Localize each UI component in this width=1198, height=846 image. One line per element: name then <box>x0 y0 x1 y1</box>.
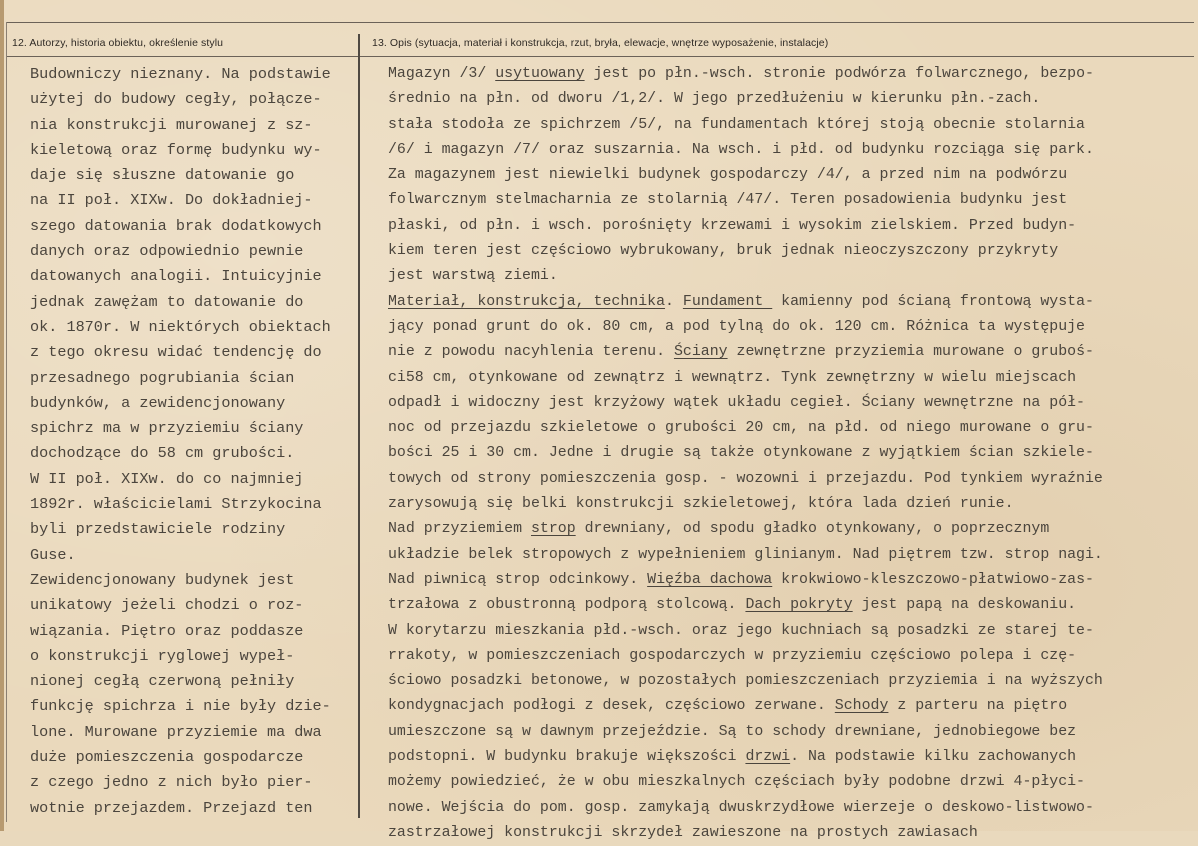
history-text-line: wotnie przejazdem. Przejazd ten <box>30 798 313 817</box>
text-segment: średnio na płn. od dworu /1,2/. W jego przedłużeniu w kierunku płn.-zach. <box>388 91 1041 108</box>
text-segment: umieszczone są w dawnym przejeździe. Są to schody drewniane, jednobiegowe bez <box>388 723 1077 740</box>
text-segment: jest papą na deskowaniu. <box>852 597 1077 614</box>
text-segment: podstopni. W budynku brakuje większości <box>388 749 746 766</box>
description-text-line <box>388 543 1196 568</box>
history-text-line: budynków, a zewidencjonowany <box>30 393 286 412</box>
description-text-line <box>388 796 1196 821</box>
description-text-line <box>388 214 1196 239</box>
underlined-term: strop <box>530 521 576 538</box>
history-text-line: danych oraz odpowiednio pewnie <box>30 242 304 261</box>
description-text-line <box>388 720 1196 745</box>
history-text-line: daje się słuszne datowanie go <box>30 166 295 185</box>
history-text-line: szego datowania brak dodatkowych <box>30 216 322 235</box>
description-text-line <box>388 87 1196 112</box>
text-segment: zewnętrzne przyziemia murowane o gruboś- <box>727 344 1094 361</box>
underlined-term: Więźba dachowa <box>647 571 773 588</box>
history-text-line: dochodzące do 58 cm grubości. <box>30 444 295 463</box>
underlined-term: Ściany <box>673 344 728 361</box>
text-segment: zarysowują się belki konstrukcji szkieletowej, która lada dzień runie. <box>388 496 1014 513</box>
section-13-header: 13. Opis (sytuacja, materiał i konstrukcja, rzut, bryła, elewacje, wnętrze wyposażenie, instalacje) <box>372 37 829 49</box>
text-segment: Nad piwnicą strop odcinkowy. <box>388 571 648 588</box>
description-text-line <box>388 770 1196 795</box>
history-text-line: przesadnego pogrubiania ścian <box>30 368 295 387</box>
history-text-line: W II poł. XIXw. do co najmniej <box>30 469 304 488</box>
description-text-line <box>388 239 1196 264</box>
description-text-line <box>388 391 1196 416</box>
description-text-line <box>388 315 1196 340</box>
text-segment: . Na podstawie kilku zachowanych <box>790 749 1077 766</box>
history-text-column <box>30 62 356 821</box>
description-text-line <box>388 745 1196 770</box>
history-text-line: z tego okresu widać tendencję do <box>30 343 322 362</box>
text-segment: możemy powiedzieć, że w obu mieszkalnych częściach były podobne drzwi 4-płyci- <box>388 774 1085 791</box>
text-segment: z parteru na piętro <box>888 698 1068 715</box>
description-text-line <box>388 467 1196 492</box>
text-segment: zastrzałowej konstrukcji skrzydeł zawieszone na prostych zawiasach <box>388 824 978 841</box>
history-text-line: na II poł. XIXw. Do dokładniej- <box>30 191 313 210</box>
text-segment: drewniany, od spodu gładko otynkowany, o poprzecznym <box>575 521 1050 538</box>
history-text-line: z czego jedno z nich było pier- <box>30 773 313 792</box>
history-text-line: nia konstrukcji murowanej z sz- <box>30 115 313 134</box>
text-segment: jest po płn.-wsch. stronie podwórza folwarcznego, bezpo- <box>584 66 1094 82</box>
history-text-line: o konstrukcji ryglowej wypeł- <box>30 646 295 665</box>
description-text-column <box>388 62 1196 846</box>
underlined-term: drzwi <box>745 749 791 766</box>
history-text-line: Guse. <box>30 545 76 564</box>
text-segment: Nad przyziemiem <box>388 521 531 538</box>
description-text-line <box>388 290 1196 315</box>
description-text-line <box>388 619 1196 644</box>
underlined-term: Schody <box>834 698 889 715</box>
history-text-line: datowanych analogii. Intuicyjnie <box>30 267 322 286</box>
history-text-line: unikatowy jeżeli chodzi o roz- <box>30 596 304 615</box>
text-segment: trzałowa z obustronną podporą stolcową. <box>388 597 746 614</box>
text-segment: kiem teren jest częściowo wybrukowany, bruk jednak nieoczyszczony przykryty <box>388 243 1059 260</box>
history-text-line: jednak zawężam to datowanie do <box>30 292 304 311</box>
text-segment: Magazyn /3/ <box>388 66 496 82</box>
text-segment: krokwiowo-kleszczowo-płatwiowo-zas- <box>772 571 1094 588</box>
text-segment: nowe. Wejścia do pom. gosp. zamykają dwuskrzydłowe wierzeje o deskowo-listwowo- <box>388 799 1094 816</box>
text-segment: folwarcznym stelmacharnia ze stolarnią /47/. Teren posadowienia budynku jest <box>388 192 1068 209</box>
description-text-line <box>388 644 1196 669</box>
description-text-line <box>388 441 1196 466</box>
history-text-line: ok. 1870r. W niektórych obiektach <box>30 317 331 336</box>
description-text-line <box>388 188 1196 213</box>
description-text-line <box>388 568 1196 593</box>
section-12-header: 12. Autorzy, historia obiektu, określenie stylu <box>12 37 224 49</box>
history-text-line: kieletową oraz formę budynku wy- <box>30 140 322 159</box>
description-text-line <box>388 138 1196 163</box>
description-text-line <box>388 366 1196 391</box>
header-top-rule <box>6 22 1194 23</box>
text-segment: kamienny pod ścianą frontową wysta- <box>772 293 1094 310</box>
underlined-term: usytuowany <box>495 66 585 82</box>
text-segment: jący ponad grunt do ok. 80 cm, a pod tylną do ok. 120 cm. Różnica ta występuje <box>388 318 1085 335</box>
page-edge <box>0 0 4 831</box>
description-text-line <box>388 517 1196 542</box>
description-text-line <box>388 416 1196 441</box>
history-text-line: spichrz ma w przyziemiu ściany <box>30 419 304 438</box>
text-segment: noc od przejazdu szkieletowe o grubości 20 cm, na płd. od niego murowane o gru- <box>388 420 1094 437</box>
text-segment: bości 25 i 30 cm. Jedne i drugie są także otynkowane z wyjątkiem ścian szkiele- <box>388 445 1094 462</box>
history-text-line: nionej cegłą czerwoną pełniły <box>30 672 295 691</box>
description-text-line <box>388 113 1196 138</box>
header-bottom-rule <box>6 56 1194 57</box>
description-text-line <box>388 694 1196 719</box>
description-text-line <box>388 669 1196 694</box>
text-segment: towych od strony pomieszczenia gosp. - wozowni i przejazdu. Pod tynkiem wyraźnie <box>388 470 1103 487</box>
underlined-term: Materiał, konstrukcja, technika <box>388 293 666 310</box>
text-segment: jest warstwą ziemi. <box>388 268 558 285</box>
history-text-line: byli przedstawiciele rodziny <box>30 520 286 539</box>
text-segment: Za magazynem jest niewielki budynek gospodarczy /4/, a przed nim na podwórzu <box>388 167 1068 184</box>
text-segment: rrakoty, w pomieszczeniach gospodarczych w przyziemiu częściowo polepa i czę- <box>388 647 1077 664</box>
text-segment: nie z powodu nacyhlenia terenu. <box>388 344 674 361</box>
description-text-line <box>388 821 1196 846</box>
text-segment: płaski, od płn. i wsch. porośnięty krzewami i wysokim zielskiem. Przed budyn- <box>388 217 1077 234</box>
history-text-line: użytej do budowy cegły, połącze- <box>30 90 322 109</box>
history-text-line: Zewidencjonowany budynek jest <box>30 570 295 589</box>
text-segment: . <box>665 293 683 310</box>
history-text-line: wiązania. Piętro oraz poddasze <box>30 621 304 640</box>
description-text-line <box>388 163 1196 188</box>
description-text-line <box>388 340 1196 365</box>
history-text-line: Budowniczy nieznany. Na podstawie <box>30 65 331 83</box>
text-segment: odpadł i widoczny jest krzyżowy wątek układu cegieł. Ściany wewnętrzne na pół- <box>388 394 1085 411</box>
column-divider <box>358 34 360 818</box>
text-segment: kondygnacjach podłogi z desek, częściowo zerwane. <box>388 698 835 715</box>
left-border-rule <box>6 22 7 822</box>
description-text-line <box>388 492 1196 517</box>
history-text-line: funkcję spichrza i nie były dzie- <box>30 697 331 716</box>
text-segment: W korytarzu mieszkania płd.-wsch. oraz jego kuchniach są posadzki ze starej te- <box>388 622 1094 639</box>
description-text-line <box>388 593 1196 618</box>
history-text-line: lone. Murowane przyziemie ma dwa <box>30 722 322 741</box>
text-segment: układzie belek stropowych z wypełnieniem glinianym. Nad piętrem tzw. strop nagi. <box>388 546 1103 563</box>
history-text-line: duże pomieszczenia gospodarcze <box>30 748 304 767</box>
text-segment: stała stodoła ze spichrzem /5/, na fundamentach której stoją obecnie stolarnia <box>388 116 1085 133</box>
text-segment: /6/ i magazyn /7/ oraz suszarnia. Na wsch. i płd. od budynku rozciąga się park. <box>388 141 1094 158</box>
text-segment: ci58 cm, otynkowane od zewnątrz i wewnątrz. Tynk zewnętrzny w wielu miejscach <box>388 369 1077 386</box>
history-text-line: 1892r. właścicielami Strzykocina <box>30 495 322 514</box>
underlined-term: Fundament <box>682 293 773 310</box>
underlined-term: Dach pokryty <box>745 597 853 614</box>
description-text-line <box>388 62 1196 87</box>
text-segment: ściowo posadzki betonowe, w pozostałych pomieszczeniach przyziemia i na wyższych <box>388 673 1103 690</box>
description-text-line <box>388 264 1196 289</box>
